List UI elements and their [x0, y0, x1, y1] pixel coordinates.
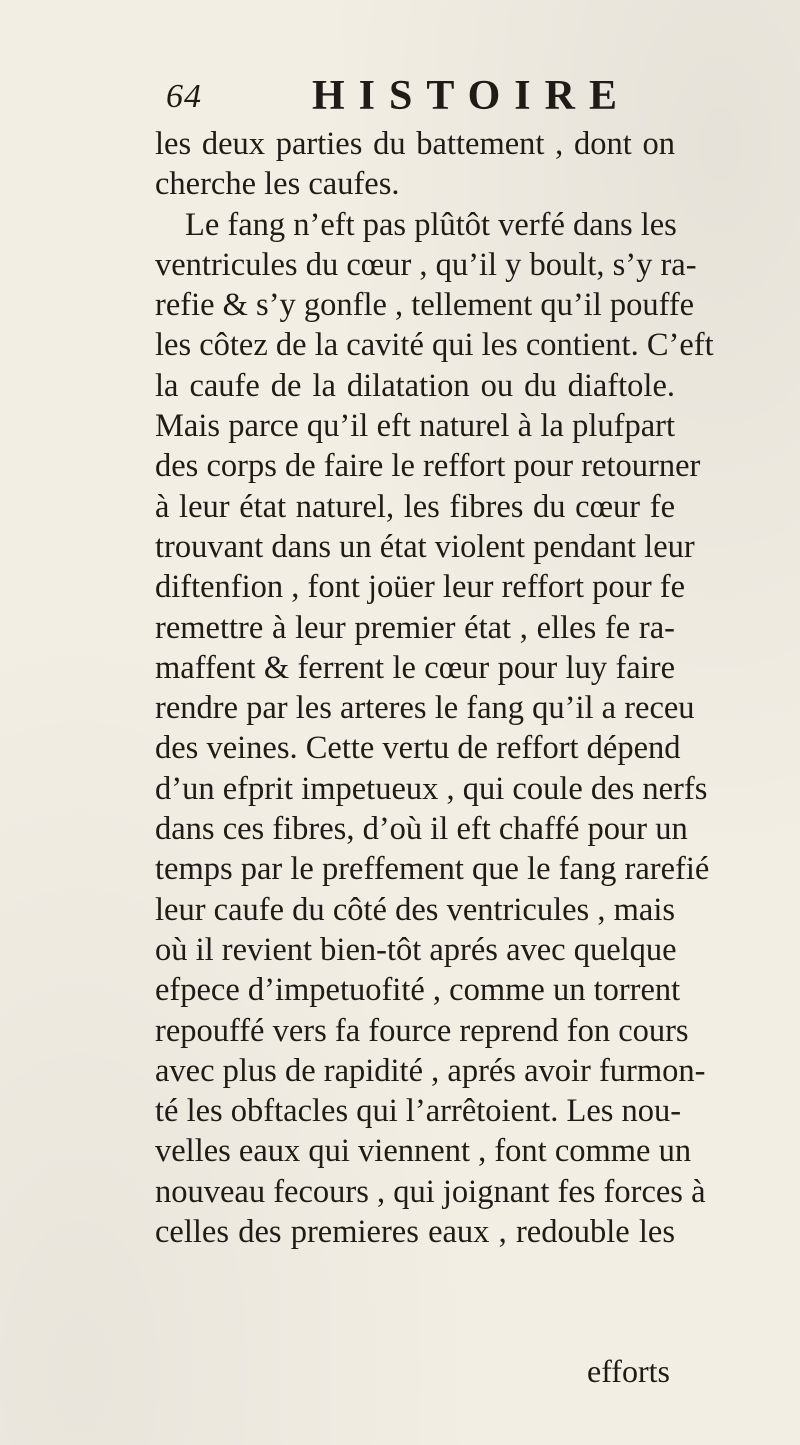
text-line: les deux parties du battement , dont on: [155, 126, 675, 162]
text-line: des veines. Cette vertu de reffort dépend: [155, 730, 681, 767]
text-line: maffent & ferrent le cœur pour luy faire: [155, 649, 675, 686]
text-line: leur caufe du côté des ventricules , mais: [155, 891, 675, 928]
text-line: velles eaux qui viennent , font comme un: [155, 1133, 692, 1170]
text-line: où il revient bien-tôt aprés avec quelque: [155, 931, 677, 968]
text-line: nouveau fecours , qui joignant fes forces à: [155, 1173, 706, 1210]
catchword: efforts: [587, 1353, 670, 1389]
text-line: les côtez de la cavité qui les contient. C’eft: [155, 327, 714, 364]
text-line: efpece d’impetuofité , comme un torrent: [155, 972, 681, 1009]
page-number: 64: [166, 78, 202, 115]
text-line: ventricules du cœur , qu’il y boult, s’y ra-: [155, 246, 697, 283]
running-head: [166, 72, 686, 122]
running-title: HISTOIRE: [312, 73, 631, 119]
text-line: cherche les caufes.: [155, 166, 400, 203]
text-line: diftenfion , font joüer leur reffort pour fe: [155, 569, 686, 606]
text-line: celles des premieres eaux , redouble les: [155, 1214, 675, 1251]
text-line: Le fang n’eft pas plûtôt verfé dans les: [185, 206, 677, 243]
text-line: avec plus de rapidité , aprés avoir furmon-: [155, 1052, 706, 1089]
text-line: repouffé vers fa fource reprend fon cours: [155, 1012, 689, 1049]
text-line: à leur état naturel, les fibres du cœur fe: [155, 488, 675, 525]
text-line: remettre à leur premier état , elles fe ra-: [155, 609, 675, 646]
text-line: dans ces fibres, d’où il eft chaffé pour un: [155, 811, 688, 848]
text-line: rendre par les arteres le fang qu’il a receu: [155, 690, 695, 727]
text-line: la caufe de la dilatation ou du diaftole.: [155, 367, 675, 404]
text-line: Mais parce qu’il eft naturel à la plufpart: [155, 408, 675, 445]
body-text: [155, 124, 714, 1252]
text-line: trouvant dans un état violent pendant leur: [155, 528, 695, 565]
text-line: des corps de faire le reffort pour retourner: [155, 448, 701, 485]
text-line: refie & s’y gonfle , tellement qu’il pouffe: [155, 287, 695, 324]
text-line: d’un efprit impetueux , qui coule des nerfs: [155, 770, 708, 807]
text-line: temps par le preffement que le fang rarefié: [155, 851, 710, 888]
text-line: té les obftacles qui l’arrêtoient. Les nou-: [155, 1093, 682, 1130]
